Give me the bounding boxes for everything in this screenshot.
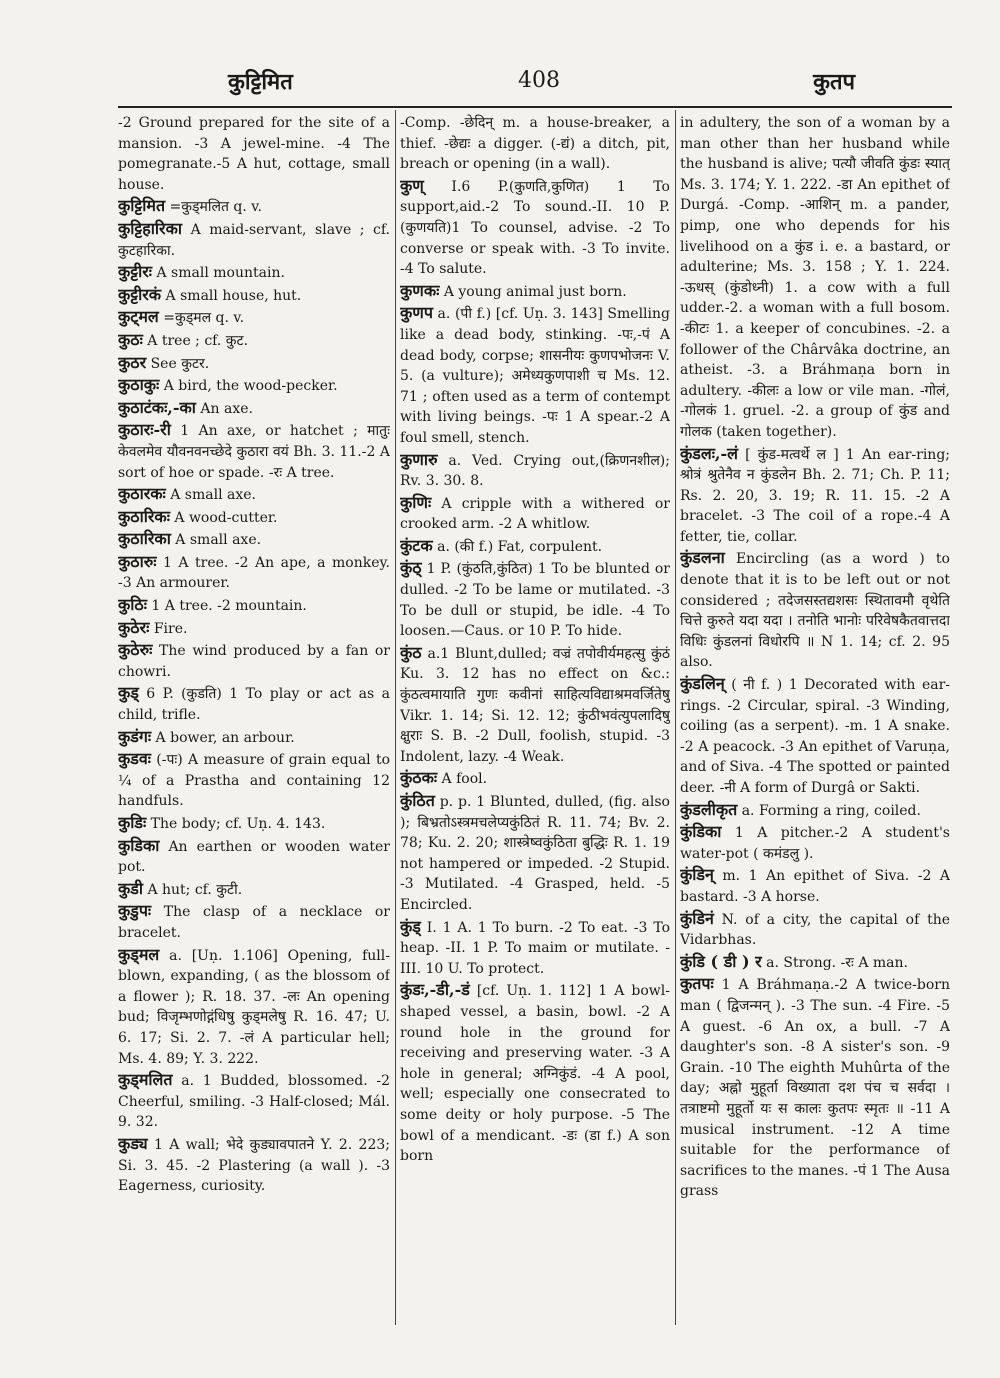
dictionary-entry: [118, 398, 390, 420]
entry-definition: 6 P. (कुडति) 1 To play or act as a child, trifle.: [118, 686, 390, 724]
entry-definition: The clasp of a necklace or bracelet.: [118, 904, 390, 941]
entry-headword: कुड्: [118, 683, 139, 703]
entry-definition: A wood-cutter.: [169, 509, 278, 526]
dictionary-entry: [400, 536, 670, 558]
dictionary-entry: [118, 420, 390, 483]
entry-definition: a. Ved. Crying out,(क्रिणनशील); Rv. 3. 30. 8.: [400, 452, 670, 490]
dictionary-entry: [118, 945, 390, 1070]
dictionary-entry: [400, 791, 670, 916]
entry-headword: कुणकः: [400, 280, 440, 300]
dictionary-entry: [680, 974, 950, 1202]
dictionary-entry: [118, 330, 390, 352]
entry-headword: कुडिका: [118, 835, 160, 855]
entry-headword: कुंठित: [400, 791, 435, 810]
entry-headword: कुण्: [400, 175, 424, 195]
entry-headword: कुंठकः: [400, 768, 438, 788]
dictionary-entry: [118, 507, 390, 529]
dictionary-entry: [118, 836, 390, 878]
column-3: [680, 112, 950, 1327]
entry-definition: 1 A tree. -2 An ape, a monkey. -3 An armourer.: [118, 554, 390, 592]
entry-headword: कुठिः: [118, 595, 147, 615]
entry-headword: कुठः: [118, 329, 143, 349]
entry-definition: 1 A pitcher.-2 A student's water-pot ( कमंडलु ).: [680, 825, 950, 862]
dictionary-entry: [400, 303, 670, 448]
entry-definition: -2 Ground prepared for the site of a mansion. -3 A jewel-mine. -4 The pomegranate.-5 A hut, cottage, small house.: [118, 115, 390, 193]
entry-definition: A small mountain.: [152, 265, 285, 282]
entry-headword: कुंडिनं: [680, 908, 714, 928]
entry-definition: a. [Uṇ. 1.106] Opening, full-blown, expanding, ( as the blossom of a flower ); R. 18. 37. -लः An opening bud; विजृम्भणोद्गंधिषु कुड्मलेषु R. 16. 47; U. 6. 17; Si. 2. 7. -लं A particular hell; Ms. 4. 89; Y. 3. 222.: [118, 947, 390, 1067]
dictionary-entry: [680, 909, 950, 951]
dictionary-entry: [118, 813, 390, 835]
entry-definition: Fire.: [149, 620, 188, 637]
entry-headword: कुड्मलित: [118, 1070, 173, 1090]
entry-headword: कुंडिका: [680, 822, 722, 842]
entry-definition: a. Strong. -रः A man.: [761, 954, 908, 971]
entry-definition: a. (पी f.) [cf. Uṇ. 3. 143] Smelling like a dead body, stinking. -पः,-पं A dead body, corpse; शासनीयः कुणपभोजनः V. 5. (a vulture); अमेध्यकुणपाशी च Ms. 12. 71 ; often used as a term of contempt with living beings. -पः 1 A spear.-2 A foul smell, stench.: [400, 306, 670, 446]
entry-headword: कुंड्: [400, 916, 421, 936]
entry-headword: कुणारु: [400, 449, 438, 469]
entry-headword: कुडी: [118, 878, 143, 898]
entry-headword: कुंडिन्: [680, 865, 714, 885]
entry-headword: कुठाकुः: [118, 375, 160, 395]
dictionary-entry: [118, 595, 390, 617]
column-2: [400, 112, 670, 1327]
entry-headword: कुड्मल: [118, 944, 160, 964]
entry-headword: कुट्टिमित: [118, 196, 166, 216]
entry-definition: 1 A wall; भेदे कुड्यावपातने Y. 2. 223; Si. 3. 45. -2 Plastering (a wall ). -3 Eagerness, curiosity.: [118, 1136, 390, 1195]
entry-definition: 1 A tree. -2 mountain.: [146, 598, 307, 615]
entry-definition: A small axe.: [165, 487, 256, 504]
dictionary-entry: [400, 450, 670, 492]
entry-headword: कुठेरुः: [118, 640, 153, 660]
dictionary-entry: [400, 643, 670, 768]
entry-headword: कुंडलः,-लं: [680, 443, 738, 463]
column-divider: [395, 110, 396, 1325]
dictionary-entry: [118, 618, 390, 640]
entry-definition: A bird, the wood-pecker.: [159, 378, 338, 395]
entry-headword: कुंडः,-डी,-डं: [400, 980, 470, 1000]
dictionary-entry: [118, 683, 390, 725]
dictionary-entry: [680, 444, 950, 548]
dictionary-entry: [118, 307, 390, 329]
entry-definition: A small house, hut.: [161, 287, 302, 304]
entry-headword: कुठर: [118, 352, 147, 372]
entry-definition: A fool.: [437, 771, 488, 788]
entry-headword: कुट्टीरकं: [118, 284, 162, 304]
entry-definition: a. (की f.) Fat, corpulent.: [432, 538, 603, 555]
dictionary-entry: [118, 879, 390, 901]
entry-definition: An earthen or wooden water pot.: [118, 838, 390, 876]
column-divider: [675, 110, 676, 1325]
entry-headword: कुडिः: [118, 813, 147, 832]
entry-definition: p. p. 1 Blunted, dulled, (fig. also ); बिभ्रतोऽस्त्रमचलेप्यकुंठितं R. 11. 74; Bv. 2. 78; Ku. 2. 20; शास्त्रेष्वकुंठिता बुद्धिः R. 1. 19 not hampered or impeded. -2 Stupid. -3 Mutilated. -4 Grasped, held. -5 Encircled.: [400, 794, 670, 913]
entry-headword: कुतपः: [680, 974, 714, 994]
dictionary-entry: [400, 281, 670, 303]
entry-definition: A young animal just born.: [439, 283, 627, 300]
entry-definition: A hut; cf. कुटी.: [143, 881, 243, 898]
entry-headword: कुडंगः: [118, 726, 152, 746]
entry-definition: in adultery, the son of a woman by a man other than her husband while the husband is alive; पत्यौ जीवति कुंडः स्यात् Ms. 3. 174; Y. 1. 222. -डा An epithet of Durgá. -Comp. -आशिन् m. a pander, pimp, one who depends for his livelihood on a कुंड i. e. a bastard, or adulterine; Ms. 3. 158 ; Y. 1. 224. -ऊधस् (कुंडोध्नी) 1. a cow with a full udder.-2. a woman with a full bosom. -कीटः 1. a keeper of concubines. -2. a follower of the Chârvâka doctrine, an atheist. -3. a Bráhmaṇa born in adultery. -कीलः a low or vile man. -गोलं, -गोलकं 1. gruel. -2. a group of कुंड and गोलक (taken together).: [680, 115, 950, 440]
entry-definition: The wind produced by a fan or chowri.: [118, 643, 390, 680]
entry-headword: कुठारः-री: [118, 420, 171, 440]
entry-headword: कुठारिका: [118, 529, 171, 549]
dictionary-entry: [680, 952, 950, 974]
entry-headword: कुडुपः: [118, 901, 152, 921]
entry-headword: कुडवः: [118, 749, 151, 769]
entry-headword: कुणप: [400, 303, 433, 323]
entry-definition: A maid-servant, slave ; cf. कुटहारिका.: [118, 221, 390, 259]
right-guide-word: कुतप: [813, 69, 855, 95]
entry-definition: =कुड्मलित q. v.: [165, 199, 262, 216]
entry-definition: a. Forming a ring, coiled.: [737, 802, 921, 819]
dictionary-entry: [118, 285, 390, 307]
entry-definition: N. of a city, the capital of the Vidarbhas.: [680, 911, 950, 949]
dictionary-entry: [680, 822, 950, 864]
entry-definition: I. 1 A. 1 To burn. -2 To eat. -3 To heap. -II. 1 P. To maim or mutilate. -III. 10 U. To protect.: [400, 919, 670, 977]
page-header: [118, 62, 960, 102]
entry-headword: कुंठ्: [400, 558, 422, 578]
dictionary-entry: [118, 901, 390, 943]
left-guide-word: कुट्टिमित: [228, 69, 293, 95]
dictionary-entry: [400, 917, 670, 980]
dictionary-entry: [118, 640, 390, 682]
dictionary-entry: [118, 196, 390, 218]
entry-headword: कुट्मल: [118, 307, 159, 327]
entry-definition: Encircling (as a word ) to denote that it is to be left out or not considered ; तदेजसस्तद्यशसः स्थितावमौ वृथेति चित्ते कुरुते यदा यदा । तनोति भानोः परिवेषकैतवात्तदा विधिः कुंडलनां विधोरपि ॥ N 1. 14; cf. 2. 95 also.: [680, 551, 950, 671]
dictionary-entry: [118, 219, 390, 261]
entry-headword: कुंडलना: [680, 548, 725, 568]
entry-definition: a.1 Blunt,dulled; वज्रं तपोवीर्यमहत्सु कुंठं Ku. 3. 12 has no effect on &c.: कुंठत्वमायाति गुणः कवीनां साहित्यविद्याश्रमवर्जितेषु Vikr. 1. 14; Si. 12. 12; कुंठीभवंत्युपलादिषु क्षुराः S. B. -2 Dull, foolish, stupid. -3 Indolent, lazy. -4 Weak.: [400, 645, 670, 765]
entry-headword: कुठारुः: [118, 551, 157, 571]
dictionary-entry: [680, 865, 950, 907]
entry-definition: I.6 P.(कुणति,कुणित) 1 To support,aid.-2 To sound.-II. 10 P.(कुणयति)1 To counsel, advise. -2 To converse or speak with. -3 To invite. -4 To salute.: [400, 178, 670, 278]
dictionary-entry: [400, 112, 670, 175]
dictionary-entry: [118, 552, 390, 594]
entry-definition: A bower, an arbour.: [151, 729, 295, 746]
entry-headword: कुंडलिन्: [680, 674, 725, 694]
entry-definition: 1 A Bráhmaṇa.-2 A twice-born man ( द्विजन्मन् ). -3 The sun. -4 Fire. -5 A guest. -6 An ox, a bull. -7 A daughter's son. -8 A sister's son. -9 Grain. -10 The eighth Muhûrta of the day; अह्नो मुहूर्ता विख्याता दश पंच च सर्वदा । तत्राष्टमो मुहूर्तो यः स कालः कुतपः स्मृतः ॥ -11 A musical instrument. -12 A time suitable for the performance of sacrifices to the manes. -पं 1 The Ausa grass: [680, 977, 950, 1200]
dictionary-entry: [118, 262, 390, 284]
dictionary-entry: [118, 727, 390, 749]
dictionary-entry: [680, 548, 950, 673]
entry-headword: कुट्टिहारिका: [118, 218, 183, 238]
dictionary-entry: [118, 375, 390, 397]
entry-definition: See कुटर.: [146, 355, 210, 372]
entry-headword: कुड्य: [118, 1133, 148, 1153]
entry-definition: (-पः) A measure of grain equal to ¼ of a Prastha and containing 12 handfuls.: [118, 752, 390, 810]
entry-definition: An axe.: [195, 400, 253, 417]
dictionary-entry: [400, 980, 670, 1166]
dictionary-entry: [118, 484, 390, 506]
entry-definition: [ कुंड-मत्वर्थे ल ] 1 An ear-ring; श्रोत्रं श्रुतेनैव न कुंडलेन Bh. 2. 71; Ch. P. 11; Rs. 2. 20, 3. 19; R. 11. 15. -2 A bracelet. -3 The coil of a rope.-4 A fetter, tie, collar.: [680, 446, 950, 545]
entry-headword: कुठाटंकः,-का: [118, 397, 196, 417]
dictionary-entry: [118, 529, 390, 551]
entry-definition: A cripple with a withered or crooked arm. -2 A whitlow.: [400, 495, 670, 533]
dictionary-entry: [680, 674, 950, 799]
dictionary-entry: [118, 112, 390, 195]
entry-definition: a. 1 Budded, blossomed. -2 Cheerful, smiling. -3 Half-closed; Mál. 9. 32.: [118, 1073, 390, 1131]
dictionary-entry: [118, 1134, 390, 1197]
entry-definition: ( नी f. ) 1 Decorated with ear-rings. -2 Circular, spiral. -3 Winding, coiling (as a serpent). -m. 1 A snake. -2 A peacock. -3 An epithet of Varuṇa, and of Siva. -4 The spotted or painted deer. -नी A form of Durgâ or Sakti.: [680, 677, 950, 796]
entry-definition: =कुड्मल q. v.: [158, 310, 245, 327]
dictionary-entry: [118, 1070, 390, 1133]
dictionary-entry: [400, 176, 670, 280]
entry-headword: कुणिः: [400, 492, 432, 512]
entry-definition: -Comp. -छेदिन् m. a house-breaker, a thief. -छेद्यः a digger. (-द्यं) a ditch, pit, breach or opening (in a wall).: [400, 115, 670, 173]
page-number: 408: [518, 68, 560, 93]
entry-definition: 1 P. (कुंठति,कुंठित) 1 To be blunted or dulled. -2 To be lame or mutilated. -3 To be dull or stupid, be idle. -4 To loosen.—Caus. or 10 P. To hide.: [400, 561, 670, 640]
dictionary-entry: [400, 558, 670, 641]
entry-headword: कुंडलीकृत: [680, 799, 738, 819]
entry-headword: कुठारिकः: [118, 506, 170, 526]
dictionary-entry: [118, 749, 390, 812]
dictionary-entry: [400, 768, 670, 790]
entry-headword: कुठेरः: [118, 617, 150, 637]
entry-definition: A tree ; cf. कुट.: [142, 332, 249, 349]
entry-definition: [cf. Uṇ. 1. 112] 1 A bowl-shaped vessel, a basin, bowl. -2 A round hole in the ground for receiving and preserving water. -3 A hole in general; अग्निकुंडं. -4 A pool, well; especially one consecrated to some deity or holy purpose. -5 The bowl of a mendicant. -डः (डा f.) A son born: [400, 983, 670, 1165]
dictionary-entry: [680, 800, 950, 822]
entry-headword: कुट्टीरः: [118, 262, 153, 282]
entry-headword: कुंडि ( डी ) र: [680, 951, 762, 971]
header-rule: [118, 106, 952, 108]
entry-headword: कुठारकः: [118, 484, 166, 504]
entry-definition: The body; cf. Uṇ. 4. 143.: [146, 816, 326, 832]
entry-headword: कुंठ: [400, 642, 422, 662]
dictionary-entry: [118, 353, 390, 375]
entry-headword: कुंटक: [400, 535, 433, 555]
entry-definition: 1 An axe, or hatchet ; मातुः केवलमेव यौवनवनच्छेदे कुठारा वयं Bh. 3. 11.-2 A sort of hoe or spade. -रः A tree.: [118, 423, 390, 481]
entry-definition: A small axe.: [170, 532, 262, 549]
dictionary-entry: [680, 112, 950, 443]
dictionary-entry: [400, 493, 670, 535]
entry-definition: m. 1 An epithet of Siva. -2 A bastard. -3 A horse.: [680, 868, 950, 905]
column-1: [118, 112, 390, 1327]
